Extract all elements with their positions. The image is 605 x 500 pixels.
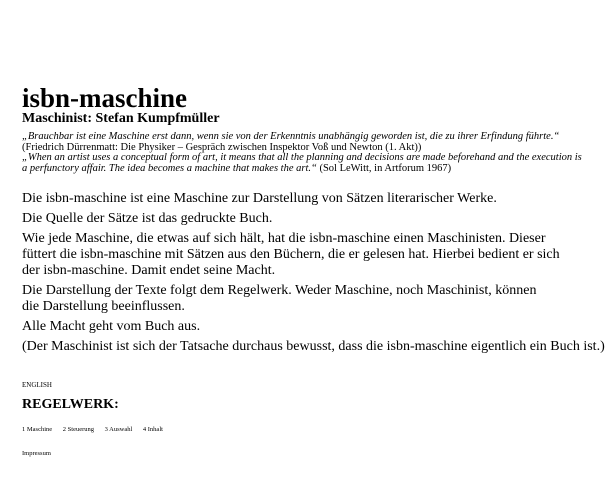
paragraph — [22, 339, 605, 355]
paragraph-line: Die Quelle der Sätze ist das gedruckte Buch. — [22, 211, 273, 226]
paragraph — [22, 191, 500, 207]
quote-source: (Sol LeWitt, in Artforum 1967) — [316, 162, 452, 174]
nav-item-auswahl[interactable]: 3 Auswahl — [104, 426, 133, 433]
quote-text: „Brauchbar ist eine Maschine erst dann, wenn sie von der Erkenntnis unabhängig geworden ist, die zu ihrer Erfindung führte.“ — [22, 131, 560, 142]
regelwerk-heading: REGELWERK: — [22, 397, 119, 412]
quote-line — [22, 164, 500, 175]
paragraph-line: Alle Macht geht vom Buch aus. — [22, 319, 201, 334]
quote-text: a perfunctory affair. The idea becomes a machine that makes the art.“ — [22, 162, 317, 174]
paragraph-line: füttert die isbn-maschine mit Sätzen aus den Büchern, die er gelesen hat. Hierbei bedient er sich — [22, 247, 560, 262]
paragraph — [22, 211, 500, 227]
language-switch-link[interactable]: ENGLISH — [22, 381, 52, 389]
nav-item-maschine[interactable]: 1 Maschine — [22, 426, 53, 433]
paragraph-line: die Darstellung beeinflussen. — [22, 299, 185, 314]
intro-text — [22, 191, 605, 359]
paragraph — [22, 319, 500, 335]
nav-item-inhalt[interactable]: 4 Inhalt — [142, 426, 163, 433]
page-subtitle: Maschinist: Stefan Kumpfmüller — [22, 111, 220, 126]
paragraph-line: der isbn-maschine. Damit endet seine Macht. — [22, 263, 276, 278]
paragraph — [22, 231, 560, 279]
page-title: isbn-maschine — [22, 83, 188, 113]
paragraph — [22, 283, 537, 315]
paragraph-line: Die isbn-maschine ist eine Maschine zur Darstellung von Sätzen literarischer Werke. — [22, 191, 497, 206]
quote-source: (Friedrich Dürrenmatt: Die Physiker – Gespräch zwischen Inspektor Voß und Newton (1. Akt)) — [22, 141, 422, 153]
quote-text: „When an artist uses a conceptual form of art, it means that all the planning and decisions are made beforehand and the execution is — [22, 152, 582, 163]
impressum-link[interactable]: Impressum — [22, 450, 51, 457]
epigraph-quotes — [22, 131, 582, 174]
paragraph-line: Die Darstellung der Texte folgt dem Regelwerk. Weder Maschine, noch Maschinist, können — [22, 283, 537, 298]
nav-item-steuerung[interactable]: 2 Steuerung — [62, 426, 95, 433]
regelwerk-nav — [22, 425, 172, 434]
paragraph-line: (Der Maschinist ist sich der Tatsache durchaus bewusst, dass die isbn-maschine eigentlich ein Buch ist.) — [22, 339, 605, 354]
paragraph-line: Wie jede Maschine, die etwas auf sich hält, hat die isbn-maschine einen Maschinisten. Dieser — [22, 231, 546, 246]
